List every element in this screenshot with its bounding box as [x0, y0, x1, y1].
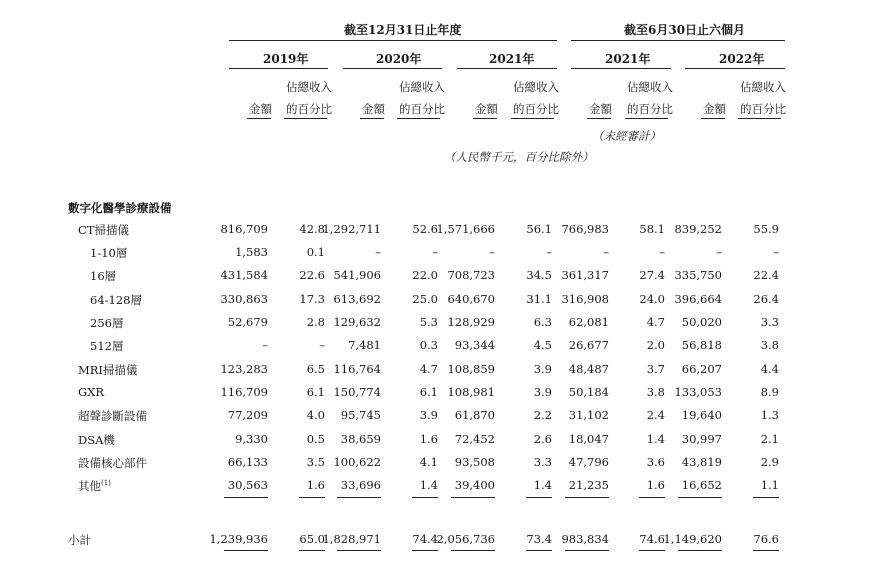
- amount-cell: 108,859: [447, 362, 495, 376]
- amount-cell: 56,818: [681, 338, 722, 352]
- amount-total-rule: [337, 497, 381, 498]
- pct-cell: 25.0: [412, 292, 438, 306]
- row-label: 64-128層: [90, 293, 142, 307]
- year-rule-2019: [229, 68, 328, 69]
- amount-cell: 129,632: [333, 315, 381, 329]
- subtotal-pct-cell: 73.4: [526, 532, 552, 546]
- subtotal-amount-rule: [337, 550, 381, 551]
- amount-col-header: 金額: [362, 102, 385, 116]
- pct-col-header-line2: 的百分比: [513, 102, 559, 116]
- amount-cell: –: [716, 245, 722, 259]
- pct-cell: 2.6: [533, 432, 552, 446]
- amount-cell: 47,796: [568, 455, 609, 469]
- pct-cell: 4.0: [306, 408, 325, 422]
- pct-header-underline: [738, 118, 781, 119]
- row-label: GXR: [78, 385, 105, 399]
- amount-total-rule: [678, 497, 722, 498]
- pct-cell: 0.1: [306, 245, 325, 259]
- year-header-2019: 2019年: [263, 52, 309, 66]
- row-label: MRI掃描儀: [78, 363, 138, 377]
- pct-cell: 2.4: [646, 408, 665, 422]
- amount-header-underline: [587, 118, 611, 119]
- group-rule-fiscal-year: [229, 40, 557, 41]
- amount-col-header: 金額: [589, 102, 612, 116]
- subtotal-pct-rule: [639, 550, 665, 551]
- amount-col-header: 金額: [249, 102, 272, 116]
- amount-cell: 16,652: [681, 478, 722, 492]
- amount-header-underline: [473, 118, 497, 119]
- amount-cell: 541,906: [333, 268, 381, 282]
- amount-cell: 30,997: [681, 432, 722, 446]
- pct-cell: 55.9: [753, 222, 779, 236]
- amount-cell: 30,563: [227, 478, 268, 492]
- subtotal-pct-rule: [753, 550, 779, 551]
- amount-cell: 93,508: [454, 455, 495, 469]
- pct-cell: 22.4: [753, 268, 779, 282]
- year-header-2020: 2020年: [376, 52, 422, 66]
- amount-cell: 396,664: [674, 292, 722, 306]
- amount-col-header: 金額: [703, 102, 726, 116]
- amount-cell: 316,908: [561, 292, 609, 306]
- row-label: 256層: [90, 316, 124, 330]
- pct-total-rule: [412, 497, 438, 498]
- pct-cell: 3.6: [646, 455, 665, 469]
- amount-cell: 33,696: [340, 478, 381, 492]
- pct-cell: 6.5: [306, 362, 325, 376]
- amount-cell: 1,571,666: [436, 222, 495, 236]
- amount-cell: 66,133: [227, 455, 268, 469]
- amount-cell: –: [375, 245, 381, 259]
- subtotal-amount-cell: 1,149,620: [663, 532, 722, 546]
- year-rule-2021: [457, 68, 557, 69]
- amount-cell: 18,047: [568, 432, 609, 446]
- pct-header-underline: [397, 118, 440, 119]
- subtotal-amount-rule: [565, 550, 609, 551]
- pct-cell: 58.1: [639, 222, 665, 236]
- amount-cell: 62,081: [568, 315, 609, 329]
- row-label: 1-10層: [90, 246, 128, 260]
- pct-cell: 2.0: [646, 338, 665, 352]
- pct-cell: 6.1: [306, 385, 325, 399]
- subtotal-amount-cell: 2,056,736: [436, 532, 495, 546]
- period-header-fiscal-year: 截至12月31日止年度: [344, 23, 462, 37]
- pct-header-underline: [511, 118, 554, 119]
- subtotal-pct-cell: 74.6: [639, 532, 665, 546]
- row-label: 超聲診斷設備: [78, 409, 147, 423]
- amount-cell: 95,745: [340, 408, 381, 422]
- pct-col-header-line2: 的百分比: [627, 102, 673, 116]
- amount-cell: 43,819: [681, 455, 722, 469]
- pct-total-rule: [639, 497, 665, 498]
- amount-cell: 93,344: [454, 338, 495, 352]
- row-label: DSA機: [78, 433, 115, 447]
- amount-cell: 39,400: [454, 478, 495, 492]
- amount-cell: –: [489, 245, 495, 259]
- amount-cell: 72,452: [454, 432, 495, 446]
- row-label: 16層: [90, 269, 117, 283]
- amount-cell: 38,659: [340, 432, 381, 446]
- amount-cell: –: [603, 245, 609, 259]
- amount-cell: 361,317: [561, 268, 609, 282]
- subtotal-amount-rule: [224, 550, 268, 551]
- amount-total-rule: [451, 497, 495, 498]
- amount-cell: 19,640: [681, 408, 722, 422]
- pct-cell: –: [319, 338, 325, 352]
- amount-total-rule: [224, 497, 268, 498]
- amount-cell: 116,764: [333, 362, 381, 376]
- pct-cell: –: [659, 245, 665, 259]
- pct-cell: 2.2: [533, 408, 552, 422]
- amount-cell: 50,184: [568, 385, 609, 399]
- pct-cell: 1.3: [760, 408, 779, 422]
- amount-cell: 50,020: [681, 315, 722, 329]
- pct-cell: 3.9: [419, 408, 438, 422]
- amount-cell: 77,209: [227, 408, 268, 422]
- pct-cell: 56.1: [526, 222, 552, 236]
- pct-cell: 1.4: [646, 432, 665, 446]
- subtotal-amount-cell: 983,834: [561, 532, 609, 546]
- subtotal-amount-cell: 1,239,936: [209, 532, 268, 546]
- amount-col-header: 金額: [475, 102, 498, 116]
- pct-cell: 27.4: [639, 268, 665, 282]
- pct-cell: 8.9: [760, 385, 779, 399]
- pct-cell: 6.3: [533, 315, 552, 329]
- amount-cell: 9,330: [235, 432, 268, 446]
- subtotal-pct-cell: 74.4: [412, 532, 438, 546]
- amount-cell: 335,750: [674, 268, 722, 282]
- footnote-marker: (1): [101, 479, 111, 488]
- subtotal-amount-rule: [678, 550, 722, 551]
- year-rule-2022-h1: [685, 68, 785, 69]
- pct-header-underline: [625, 118, 668, 119]
- pct-cell: 1.6: [306, 478, 325, 492]
- pct-cell: 22.0: [412, 268, 438, 282]
- pct-cell: 0.3: [419, 338, 438, 352]
- pct-header-underline: [284, 118, 327, 119]
- pct-cell: 1.4: [533, 478, 552, 492]
- amount-header-underline: [247, 118, 271, 119]
- pct-cell: 2.8: [306, 315, 325, 329]
- pct-cell: 22.6: [299, 268, 325, 282]
- amount-cell: 708,723: [447, 268, 495, 282]
- group-rule-six-months: [571, 40, 785, 41]
- amount-cell: 66,207: [681, 362, 722, 376]
- pct-cell: 5.3: [419, 315, 438, 329]
- pct-cell: –: [773, 245, 779, 259]
- subtotal-pct-rule: [299, 550, 325, 551]
- amount-cell: 150,774: [333, 385, 381, 399]
- amount-cell: 1,292,711: [322, 222, 381, 236]
- pct-cell: 1.6: [419, 432, 438, 446]
- pct-cell: 3.3: [760, 315, 779, 329]
- amount-cell: 31,102: [568, 408, 609, 422]
- pct-cell: –: [546, 245, 552, 259]
- pct-cell: 6.1: [419, 385, 438, 399]
- amount-cell: 7,481: [348, 338, 381, 352]
- amount-cell: 431,584: [220, 268, 268, 282]
- amount-cell: 766,983: [561, 222, 609, 236]
- pct-col-header-line2: 的百分比: [286, 102, 332, 116]
- subtotal-pct-cell: 76.6: [753, 532, 779, 546]
- pct-cell: 1.6: [646, 478, 665, 492]
- period-header-six-months: 截至6月30日止六個月: [624, 23, 746, 37]
- amount-header-underline: [701, 118, 725, 119]
- unaudited-note: （未經審計）: [592, 129, 661, 143]
- pct-cell: 24.0: [639, 292, 665, 306]
- subtotal-label: 小計: [68, 533, 91, 547]
- amount-cell: 21,235: [568, 478, 609, 492]
- pct-cell: 3.8: [646, 385, 665, 399]
- pct-cell: 3.9: [533, 385, 552, 399]
- pct-total-rule: [753, 497, 779, 498]
- section-title: 數字化醫學診療設備: [68, 201, 172, 215]
- pct-cell: 4.7: [646, 315, 665, 329]
- pct-cell: 4.7: [419, 362, 438, 376]
- pct-cell: 34.5: [526, 268, 552, 282]
- pct-total-rule: [299, 497, 325, 498]
- pct-col-header-line1: 佔總收入: [399, 80, 445, 94]
- amount-cell: 613,692: [333, 292, 381, 306]
- pct-cell: 4.5: [533, 338, 552, 352]
- pct-cell: 26.4: [753, 292, 779, 306]
- amount-cell: 61,870: [454, 408, 495, 422]
- row-label: CT掃描儀: [78, 223, 129, 237]
- pct-cell: 0.5: [306, 432, 325, 446]
- amount-cell: 116,709: [220, 385, 268, 399]
- pct-col-header-line1: 佔總收入: [740, 80, 786, 94]
- amount-cell: 816,709: [220, 222, 268, 236]
- row-label: 設備核心部件: [78, 456, 147, 470]
- pct-cell: 2.9: [760, 455, 779, 469]
- amount-cell: 123,283: [220, 362, 268, 376]
- amount-cell: 108,981: [447, 385, 495, 399]
- year-header-2021: 2021年: [489, 52, 535, 66]
- pct-col-header-line1: 佔總收入: [286, 80, 332, 94]
- amount-cell: 48,487: [568, 362, 609, 376]
- row-label: 其他$^{(1)}$: [78, 479, 111, 493]
- year-header-2021-h1: 2021年: [605, 52, 651, 66]
- amount-cell: 839,252: [674, 222, 722, 236]
- pct-col-header-line1: 佔總收入: [513, 80, 559, 94]
- pct-col-header-line2: 的百分比: [740, 102, 786, 116]
- amount-cell: –: [262, 338, 268, 352]
- subtotal-pct-rule: [526, 550, 552, 551]
- amount-cell: 330,863: [220, 292, 268, 306]
- amount-header-underline: [360, 118, 384, 119]
- pct-cell: 3.7: [646, 362, 665, 376]
- amount-cell: 26,677: [568, 338, 609, 352]
- unit-note: （人民幣千元，百分比除外）: [444, 150, 594, 164]
- pct-cell: 3.3: [533, 455, 552, 469]
- pct-cell: 3.5: [306, 455, 325, 469]
- subtotal-amount-rule: [451, 550, 495, 551]
- pct-cell: 52.6: [412, 222, 438, 236]
- year-header-2022-h1: 2022年: [719, 52, 765, 66]
- amount-cell: 640,670: [447, 292, 495, 306]
- pct-cell: 42.8: [299, 222, 325, 236]
- pct-total-rule: [526, 497, 552, 498]
- pct-cell: 3.8: [760, 338, 779, 352]
- pct-col-header-line1: 佔總收入: [627, 80, 673, 94]
- amount-cell: 133,053: [674, 385, 722, 399]
- pct-cell: 3.9: [533, 362, 552, 376]
- subtotal-amount-cell: 1,828,971: [322, 532, 381, 546]
- amount-total-rule: [565, 497, 609, 498]
- year-rule-2020: [343, 68, 442, 69]
- subtotal-pct-cell: 65.0: [299, 532, 325, 546]
- subtotal-pct-rule: [412, 550, 438, 551]
- row-label: 512層: [90, 339, 124, 353]
- pct-cell: 1.4: [419, 478, 438, 492]
- amount-cell: 52,679: [227, 315, 268, 329]
- pct-cell: 1.1: [760, 478, 779, 492]
- pct-cell: 31.1: [526, 292, 552, 306]
- amount-cell: 100,622: [333, 455, 381, 469]
- pct-cell: –: [432, 245, 438, 259]
- amount-cell: 128,929: [447, 315, 495, 329]
- amount-cell: 1,583: [235, 245, 268, 259]
- pct-cell: 4.1: [419, 455, 438, 469]
- pct-col-header-line2: 的百分比: [399, 102, 445, 116]
- year-rule-2021-h1: [571, 68, 671, 69]
- pct-cell: 17.3: [299, 292, 325, 306]
- pct-cell: 4.4: [760, 362, 779, 376]
- pct-cell: 2.1: [760, 432, 779, 446]
